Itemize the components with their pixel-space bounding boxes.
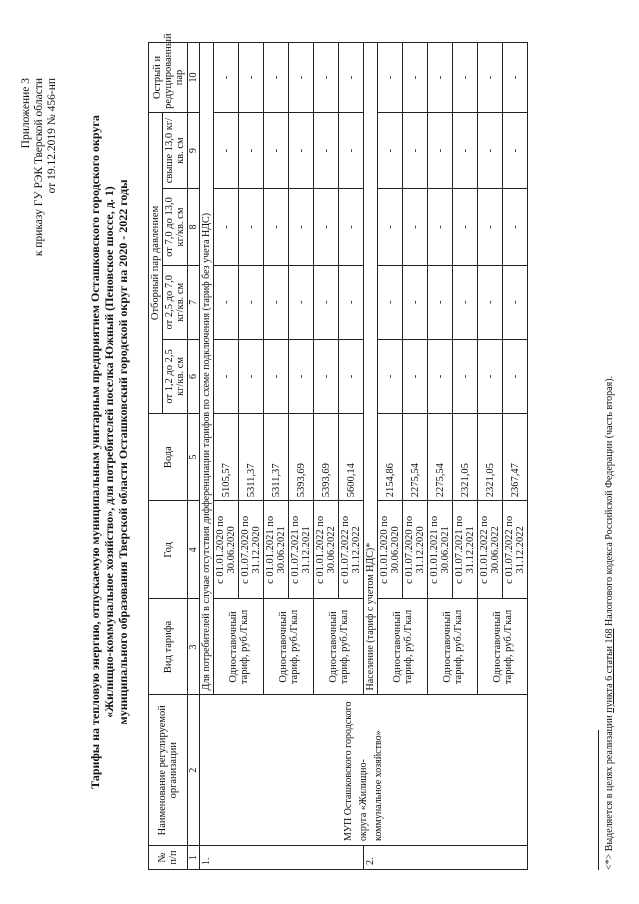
period: с 01.01.2022 по 30.06.2022: [478, 501, 503, 599]
dash-cell: -: [214, 112, 239, 188]
period: с 01.07.2022 по 31.12.2022: [503, 501, 528, 599]
water-value: 5105,57: [214, 414, 239, 501]
table-body: [200, 43, 528, 870]
period: с 01.07.2021 по 31.12.2021: [453, 501, 478, 599]
column-number: 8: [188, 189, 200, 265]
dash-cell: -: [378, 43, 403, 113]
dash-cell: -: [339, 43, 364, 113]
dash-cell: -: [453, 265, 478, 339]
dash-cell: -: [403, 43, 428, 113]
section-number: 1.: [200, 846, 364, 870]
period: с 01.01.2021 по 30.06.2021: [428, 501, 453, 599]
water-value: 5393,69: [289, 414, 314, 501]
period: с 01.07.2020 по 31.12.2020: [403, 501, 428, 599]
tariff-type: Одноставочный тариф, руб./Гкал: [214, 599, 264, 695]
dash-cell: -: [428, 43, 453, 113]
title-line-2: «Жилищно-коммунальное хозяйство», для потребителей поселка Южный (Пеновское шоссе, д. 1): [102, 186, 116, 718]
dash-cell: -: [314, 112, 339, 188]
dash-cell: -: [314, 43, 339, 113]
dash-cell: -: [478, 339, 503, 413]
column-number: 5: [188, 414, 200, 501]
column-number: 4: [188, 501, 200, 599]
header-year: Год: [149, 501, 188, 599]
water-value: 2275,54: [403, 414, 428, 501]
dash-cell: -: [264, 112, 289, 188]
water-value: 2154,86: [378, 414, 403, 501]
footnote: [604, 376, 615, 870]
dash-cell: -: [239, 189, 264, 265]
dash-cell: -: [214, 339, 239, 413]
dash-cell: -: [503, 43, 528, 113]
period: с 01.01.2020 по 30.06.2020: [214, 501, 239, 599]
column-number: 2: [188, 695, 200, 846]
footnote-divider: [598, 730, 599, 870]
column-number: 1: [188, 846, 200, 870]
dash-cell: -: [264, 43, 289, 113]
dash-cell: -: [289, 43, 314, 113]
water-value: 2321,05: [478, 414, 503, 501]
dash-cell: -: [214, 189, 239, 265]
section-row: [200, 43, 214, 870]
column-number: 10: [188, 43, 200, 113]
dash-cell: -: [478, 112, 503, 188]
period: с 01.01.2020 по 30.06.2020: [378, 501, 403, 599]
dash-cell: -: [453, 339, 478, 413]
tariff-type: Одноставочный тариф, руб./Гкал: [314, 599, 364, 695]
appendix-line-2: к приказу ГУ РЭК Тверской области: [33, 78, 45, 257]
water-value: 2367,47: [503, 414, 528, 501]
appendix-header: [20, 78, 59, 256]
column-number: 6: [188, 339, 200, 413]
dash-cell: -: [453, 43, 478, 113]
dash-cell: -: [289, 339, 314, 413]
dash-cell: -: [339, 339, 364, 413]
dash-cell: -: [339, 265, 364, 339]
period: с 01.01.2021 по 30.06.2021: [264, 501, 289, 599]
dash-cell: -: [503, 339, 528, 413]
document-title: [88, 100, 130, 804]
dash-cell: -: [289, 112, 314, 188]
tariff-type: Одноставочный тариф, руб./Гкал: [378, 599, 428, 695]
tariff-table: [148, 33, 528, 870]
section-label: Для потребителей в случае отсутствия дифференциации тарифов по схеме подключения (тариф без учета НДС): [200, 43, 214, 695]
org-name: МУП Осташковского городского округа «Жилищно-коммунальное хозяйство»: [200, 695, 528, 846]
dash-cell: -: [503, 265, 528, 339]
dash-cell: -: [453, 189, 478, 265]
appendix-line-3: от 19.12.2019 № 456-нп: [46, 78, 58, 194]
dash-cell: -: [478, 265, 503, 339]
column-number: 7: [188, 265, 200, 339]
dash-cell: -: [378, 265, 403, 339]
dash-cell: -: [314, 339, 339, 413]
tariff-type: Одноставочный тариф, руб./Гкал: [428, 599, 478, 695]
period: с 01.01.2022 по 30.06.2022: [314, 501, 339, 599]
water-value: 5600,14: [339, 414, 364, 501]
section-number: 2.: [364, 846, 528, 870]
dash-cell: -: [378, 339, 403, 413]
dash-cell: -: [478, 189, 503, 265]
title-line-1: Тарифы на тепловую энергию, отпускаемую муниципальным унитарным предприятием Осташковского городского округа: [88, 115, 102, 789]
dash-cell: -: [403, 112, 428, 188]
dash-cell: -: [403, 189, 428, 265]
dash-cell: -: [239, 112, 264, 188]
dash-cell: -: [378, 112, 403, 188]
water-value: 5311,37: [264, 414, 289, 501]
dash-cell: -: [428, 339, 453, 413]
dash-cell: -: [214, 265, 239, 339]
dash-cell: -: [503, 112, 528, 188]
header-steam: Отборный пар давлением: [149, 112, 163, 413]
dash-cell: -: [239, 339, 264, 413]
dash-cell: -: [428, 265, 453, 339]
dash-cell: -: [378, 189, 403, 265]
header-org: Наименование регулируемой организации: [149, 695, 188, 846]
dash-cell: -: [289, 189, 314, 265]
period: с 01.07.2021 по 31.12.2021: [289, 501, 314, 599]
water-value: 2275,54: [428, 414, 453, 501]
appendix-line-1: Приложение 3: [20, 78, 32, 149]
dash-cell: -: [239, 265, 264, 339]
dash-cell: -: [264, 189, 289, 265]
footnote-link[interactable]: пункта 6 статьи 168: [604, 628, 615, 713]
water-value: 5311,37: [239, 414, 264, 501]
water-value: 5393,69: [314, 414, 339, 501]
dash-cell: -: [264, 265, 289, 339]
dash-cell: -: [403, 265, 428, 339]
dash-cell: -: [403, 339, 428, 413]
dash-cell: -: [339, 189, 364, 265]
dash-cell: -: [428, 112, 453, 188]
header-p4: свыше 13,0 кг/кв. см: [163, 112, 188, 188]
header-p2: от 2,5 до 7,0 кг/кв. см: [163, 265, 188, 339]
dash-cell: -: [339, 112, 364, 188]
footnote-text-after: Налогового кодекса Российской Федерации (часть вторая).: [604, 375, 615, 629]
dash-cell: -: [289, 265, 314, 339]
dash-cell: -: [314, 189, 339, 265]
dash-cell: -: [503, 189, 528, 265]
water-value: 2321,05: [453, 414, 478, 501]
tariff-type: Одноставочный тариф, руб./Гкал: [264, 599, 314, 695]
header-p1: от 1,2 до 2,5 кг/кв. см: [163, 339, 188, 413]
header-p3: от 7,0 до 13,0 кг/кв. см: [163, 189, 188, 265]
period: с 01.07.2020 по 31.12.2020: [239, 501, 264, 599]
dash-cell: -: [214, 43, 239, 113]
dash-cell: -: [428, 189, 453, 265]
dash-cell: -: [314, 265, 339, 339]
column-number: 3: [188, 599, 200, 695]
dash-cell: -: [264, 339, 289, 413]
tariff-type: Одноставочный тариф, руб./Гкал: [478, 599, 528, 695]
dash-cell: -: [453, 112, 478, 188]
period: с 01.07.2022 по 31.12.2022: [339, 501, 364, 599]
header-water: Вода: [149, 414, 188, 501]
section-label: Население (тариф с учетом НДС)*: [364, 43, 378, 695]
column-numbers-row: [188, 43, 200, 870]
column-number: 9: [188, 112, 200, 188]
dash-cell: -: [478, 43, 503, 113]
header-num: № п/п: [149, 846, 188, 870]
title-line-3: муниципального образования Тверской области Осташковский городской округ на 2020 - 2022 годы: [116, 179, 130, 725]
footnote-text-before: <*> Выделяется в целях реализации: [604, 712, 615, 870]
dash-cell: -: [239, 43, 264, 113]
header-type: Вид тарифа: [149, 599, 188, 695]
header-sharp-steam: Острый и редуцированный пар: [149, 43, 188, 113]
